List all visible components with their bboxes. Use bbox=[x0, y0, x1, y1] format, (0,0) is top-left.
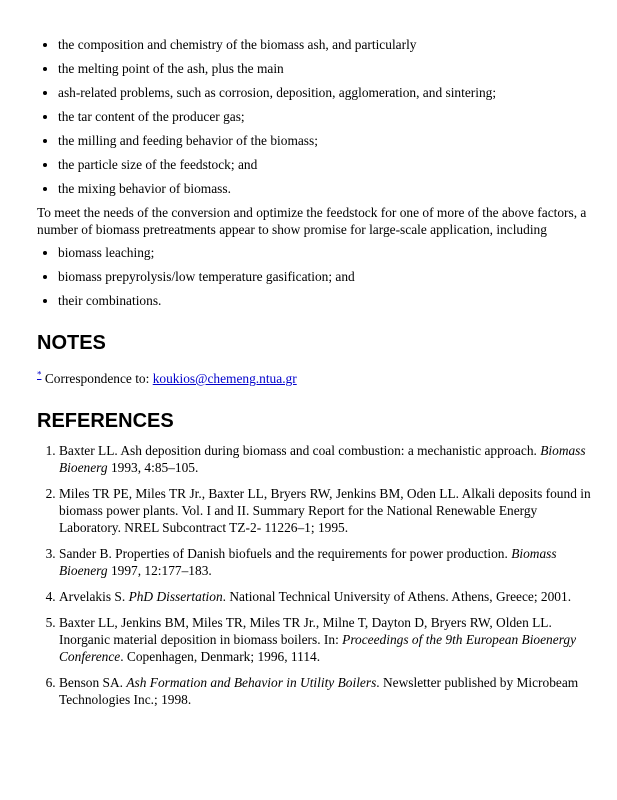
list-item: • the milling and feeding behavior of the biomass; bbox=[58, 132, 592, 149]
reference-text: Benson SA. bbox=[59, 675, 127, 690]
reference-text: Baxter LL, Jenkins BM, Miles TR, Miles TR Jr., Milne T, Dayton D, Bryers RW, Olden LL. Inorganic material deposition in biomass boilers. In: bbox=[59, 615, 552, 647]
reference-text: Arvelakis S. bbox=[59, 589, 129, 604]
reference-item bbox=[59, 674, 592, 708]
correspondence-note bbox=[37, 370, 592, 387]
notes-heading: NOTES bbox=[37, 332, 106, 354]
list-item: • the mixing behavior of biomass. bbox=[58, 180, 592, 197]
reference-text: . Copenhagen, Denmark; 1996, 1114. bbox=[120, 649, 321, 664]
list-item: • ash-related problems, such as corrosion, deposition, agglomeration, and sintering; bbox=[58, 84, 592, 101]
footnote-marker-link[interactable]: * bbox=[37, 369, 42, 380]
email-link[interactable]: koukios@chemeng.ntua.gr bbox=[152, 371, 297, 386]
reference-item bbox=[59, 545, 592, 579]
reference-text: Miles TR PE, Miles TR Jr., Baxter LL, Bryers RW, Jenkins BM, Oden LL. Alkali deposits found in biomass power plants. Vol. I and II. Summary Report for the National Renewable Energy Laboratory. NREL Subcontract TZ-2- 11226–1; 1995. bbox=[59, 486, 591, 535]
reference-italic: Ash Formation and Behavior in Utility Boilers bbox=[126, 675, 377, 690]
reference-list bbox=[37, 442, 592, 708]
reference-item bbox=[59, 614, 592, 665]
document-page bbox=[37, 36, 592, 717]
reference-item bbox=[59, 442, 592, 476]
list-item: • biomass prepyrolysis/low temperature gasification; and bbox=[58, 268, 592, 285]
reference-text: . Newsletter published by Microbeam Technologies Inc.; 1998. bbox=[59, 675, 579, 707]
list-item: • their combinations. bbox=[58, 292, 592, 309]
reference-text: 1993, 4:85–105. bbox=[107, 460, 199, 475]
list-item: • biomass leaching; bbox=[58, 244, 592, 261]
reference-text: Baxter LL. Ash deposition during biomass and coal combustion: a mechanistic approach. bbox=[59, 443, 541, 458]
reference-italic: PhD Dissertation bbox=[128, 589, 223, 604]
reference-italic: Biomass Bioenerg bbox=[59, 546, 557, 578]
list-item: • the particle size of the feedstock; and bbox=[58, 156, 592, 173]
reference-italic: Proceedings of the 9th European Bioenergy Conference bbox=[59, 632, 577, 664]
factor-list bbox=[37, 36, 592, 197]
list-item: • the composition and chemistry of the biomass ash, and particularly bbox=[58, 36, 592, 53]
reference-text: Sander B. Properties of Danish biofuels and the requirements for power production. bbox=[59, 546, 512, 561]
pretreatment-list bbox=[37, 244, 592, 309]
list-item: • the melting point of the ash, plus the main bbox=[58, 60, 592, 77]
correspondence-label: Correspondence to: bbox=[44, 371, 150, 386]
reference-item bbox=[59, 485, 592, 536]
reference-italic: Biomass Bioenerg bbox=[59, 443, 586, 475]
reference-text: . National Technical University of Athens. Athens, Greece; 2001. bbox=[222, 589, 572, 604]
body-paragraph: To meet the needs of the conversion and optimize the feedstock for one of more of the above factors, a number of biomass pretreatments appear to show promise for large-scale application, including bbox=[37, 205, 587, 237]
reference-text: 1997, 12:177–183. bbox=[107, 563, 212, 578]
list-item: • the tar content of the producer gas; bbox=[58, 108, 592, 125]
references-heading: REFERENCES bbox=[37, 410, 174, 432]
reference-item bbox=[59, 588, 592, 605]
